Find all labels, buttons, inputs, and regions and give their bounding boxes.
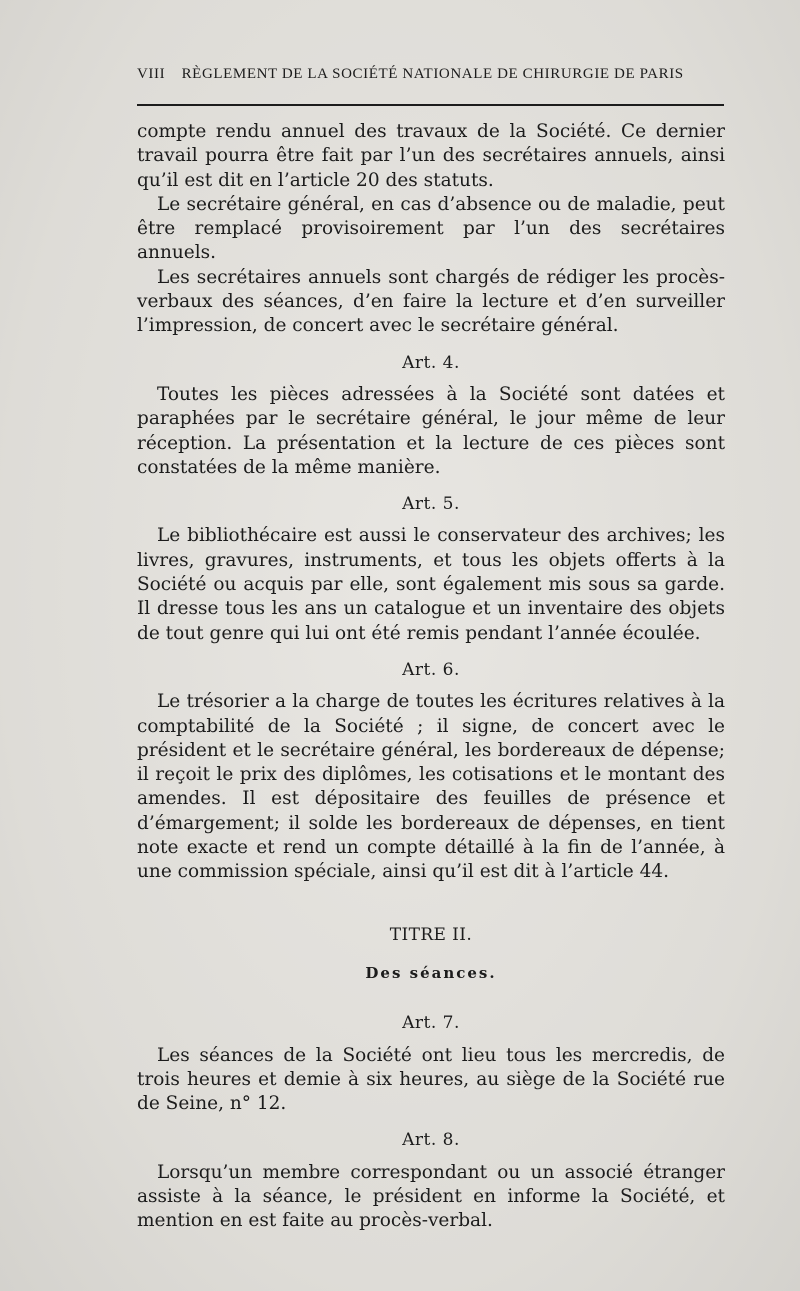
article-heading: Art. 6. xyxy=(402,659,460,680)
paragraph: Les secrétaires annuels sont chargés de rédiger les procès-verbaux des séances, d’en faire la lecture et d’en surveiller l’impression, de concert avec le secrétaire général. xyxy=(137,266,725,337)
article-heading: Art. 8. xyxy=(402,1130,460,1151)
page-body xyxy=(137,120,725,1234)
section-title: TITRE II. xyxy=(389,924,473,945)
paragraph: Le bibliothécaire est aussi le conservateur des archives; les livres, gravures, instruments, et tous les objets offerts à la Société ou acquis par elle, sont également mis sous sa garde. Il dresse tous les ans un catalogue et un inventaire des objets de tout genre qui lui ont été remis pendant l’année écoulée. xyxy=(137,525,725,644)
page-number: VIII xyxy=(137,66,166,82)
paragraph: Lorsqu’un membre correspondant ou un associé étranger assiste à la séance, le président en informe la Société, et mention en est faite au procès-verbal. xyxy=(137,1161,725,1232)
running-header xyxy=(137,66,722,83)
paragraph-continued: compte rendu annuel des travaux de la Société. Ce dernier travail pourra être fait par l’un des secrétaires annuels, ainsi qu’il est dit en l’article 20 des statuts. xyxy=(137,121,725,191)
paragraph: Les séances de la Société ont lieu tous les mercredis, de trois heures et demie à six heures, au siège de la Société rue de Seine, n° 12. xyxy=(137,1044,725,1115)
section-subtitle: Des séances. xyxy=(365,963,497,982)
running-title: RÈGLEMENT DE LA SOCIÉTÉ NATIONALE DE CHIRURGIE DE PARIS xyxy=(181,66,684,82)
article-heading: Art. 5. xyxy=(402,494,460,515)
header-rule xyxy=(137,104,724,106)
article-heading: Art. 7. xyxy=(402,1013,460,1034)
article-heading: Art. 4. xyxy=(402,352,460,373)
paragraph: Le secrétaire général, en cas d’absence ou de maladie, peut être remplacé provisoirement par l’un des secrétaires annuels. xyxy=(137,193,725,264)
paragraph: Toutes les pièces adressées à la Société sont datées et paraphées par le secrétaire général, le jour même de leur réception. La présentation et la lecture de ces pièces sont constatées de la même manière. xyxy=(137,383,725,478)
paragraph: Le trésorier a la charge de toutes les écritures relatives à la comptabilité de la Société ; il signe, de concert avec le président et le secrétaire général, les bordereaux de dépense; il reçoit le prix des diplômes, les cotisations et le montant des amendes. Il est dépositaire des feuilles de présence et d’émargement; il solde les bordereaux de dépenses, en tient note exacte et rend un compte détaillé à la fin de l’année, à une commission spéciale, ainsi qu’il est dit à l’article 44. xyxy=(137,691,725,883)
